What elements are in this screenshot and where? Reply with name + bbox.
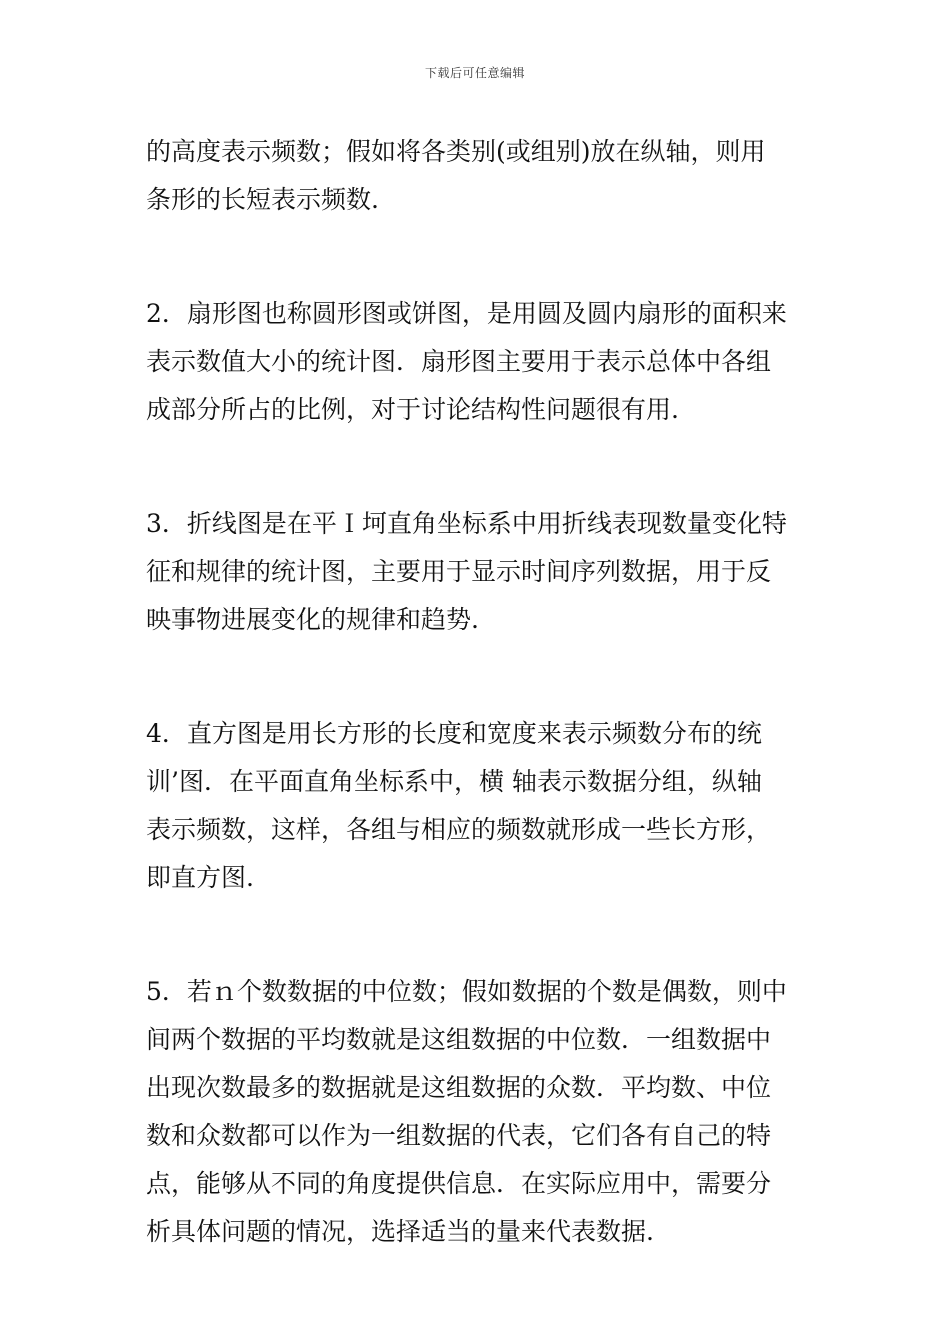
text-line: 的高度表示频数；假如将各类别(或组别)放在纵轴，则用 (146, 137, 766, 166)
page-header: 下载后可任意编辑 (424, 66, 525, 80)
text-line: 4．直方图是用长方形的长度和宽度来表示频数分布的统 (146, 719, 762, 748)
text-line: 条形的长短表示频数. (146, 185, 379, 214)
text-line: 数和众数都可以作为一组数据的代表，它们各有自己的特 (146, 1121, 772, 1150)
document-body (146, 128, 811, 1322)
text-line: 映事物进展变化的规律和趋势. (146, 605, 479, 634)
text-line: 3．折线图是在平Ｉ坷直角坐标系中用折线表现数量变化特 (146, 509, 787, 538)
text-line: 2．扇形图也称圆形图或饼图，是用圆及圆内扇形的面积来 (146, 299, 787, 328)
paragraph-line-chart (146, 500, 811, 644)
text-line: 析具体问题的情况，选择适当的量来代表数据. (146, 1217, 654, 1246)
text-line: 出现次数最多的数据就是这组数据的众数．平均数、中位 (146, 1073, 772, 1102)
text-line: 点，能够从不同的角度提供信息．在实际应用中，需要分 (146, 1169, 772, 1198)
text-line: 表示频数，这样，各组与相应的频数就形成一些长方形， (146, 815, 772, 844)
paragraph-histogram (146, 710, 811, 902)
text-line: 间两个数据的平均数就是这组数据的中位数．一组数据中 (146, 1025, 772, 1054)
text-line: 成部分所占的比例，对于讨论结构性问题很有用. (146, 395, 679, 424)
text-line: 5．若ｎ个数数据的中位数；假如数据的个数是偶数，则中 (146, 977, 787, 1006)
text-line: 征和规律的统计图，主要用于显示时间序列数据，用于反 (146, 557, 772, 586)
paragraph-median-mode (146, 968, 811, 1256)
paragraph-bar-chart-continued (146, 128, 811, 224)
text-line: 即直方图. (146, 863, 254, 892)
text-line: 训’图．在平面直角坐标系中，横 轴表示数据分组，纵轴 (146, 767, 762, 796)
text-line: 表示数值大小的统计图．扇形图主要用于表示总体中各组 (146, 347, 772, 376)
paragraph-pie-chart (146, 290, 811, 434)
